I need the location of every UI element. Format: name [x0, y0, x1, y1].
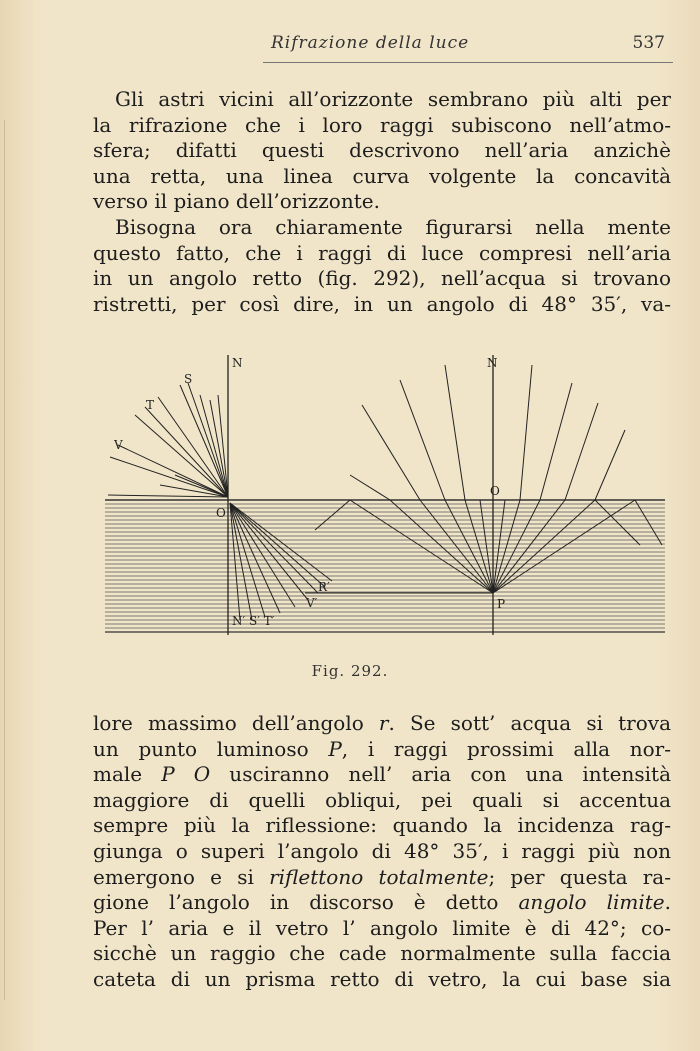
text-line: ristretti, per così dire, in un angolo di 48° 35′, va- [93, 291, 671, 316]
label-p: P [497, 597, 506, 611]
text-line: un punto luminoso P, i raggi prossimi alla nor- [93, 736, 671, 761]
refraction-figure [100, 345, 670, 645]
text-line: sicchè un raggio che cade normalmente sulla faccia [93, 941, 671, 966]
text-line: giunga o superi l’angolo di 48° 35′, i raggi più non [93, 838, 671, 863]
label-v: V [114, 438, 123, 452]
label-s: S [184, 372, 193, 386]
text-line: questo fatto, che i raggi di luce compresi nell’aria [93, 240, 671, 265]
text-line: sfera; difatti questi descrivono nell’aria anzichè [93, 138, 671, 163]
figure-caption: Fig. 292. [311, 662, 389, 680]
label-n-left: N [232, 356, 243, 370]
page-header [93, 30, 673, 60]
label-r-prime: R′ [318, 580, 330, 594]
header-rule [263, 62, 673, 63]
label-t: T [146, 398, 155, 412]
page-number: 537 [632, 33, 665, 53]
text-line: Per l’ aria e il vetro l’ angolo limite è di 42°; co- [93, 915, 671, 940]
running-title: Rifrazione della luce [271, 33, 470, 53]
text-line: male P O usciranno nell’ aria con una intensità [93, 762, 671, 787]
text-line: gione l’angolo in discorso è detto angolo limite. [93, 890, 671, 915]
label-o-right: O [490, 484, 500, 498]
text-line: Gli astri vicini all’orizzonte sembrano più alti per [115, 87, 671, 111]
left-refraction-diagram [108, 355, 332, 635]
text-line: maggiore di quelli obliqui, pei quali si accentua [93, 787, 671, 812]
label-v-prime: V′ [306, 596, 318, 610]
body-text-top [93, 87, 671, 317]
text-line: lore massimo dell’angolo r. Se sott’ acqua si trova [93, 711, 672, 735]
right-total-reflection-diagram [305, 355, 662, 635]
page-edge-shadow [4, 120, 11, 1000]
text-line: verso il piano dell’orizzonte. [93, 189, 380, 214]
label-n-right: N [487, 356, 498, 370]
text-line: emergono e si riflettono totalmente; per questa ra- [93, 864, 671, 889]
figure-labels [113, 356, 505, 628]
label-o-left: O [216, 506, 226, 520]
text-line: in un angolo retto (fig. 292), nell’acqua si trovano [93, 266, 671, 291]
text-line: Bisogna ora chiaramente figurarsi nella mente [115, 214, 671, 239]
water-hatching [105, 500, 665, 632]
text-line: cateta di un prisma retto di vetro, la cui base sia [93, 966, 671, 991]
text-line: una retta, una linea curva volgente la concavità [93, 163, 671, 188]
text-line: sempre più la riflessione: quando la incidenza rag- [93, 813, 671, 838]
text-line: la rifrazione che i loro raggi subiscono nell’atmo- [93, 112, 671, 137]
label-bottom-left: N′ S′ T′ [232, 614, 275, 628]
body-text-bottom [93, 711, 671, 993]
